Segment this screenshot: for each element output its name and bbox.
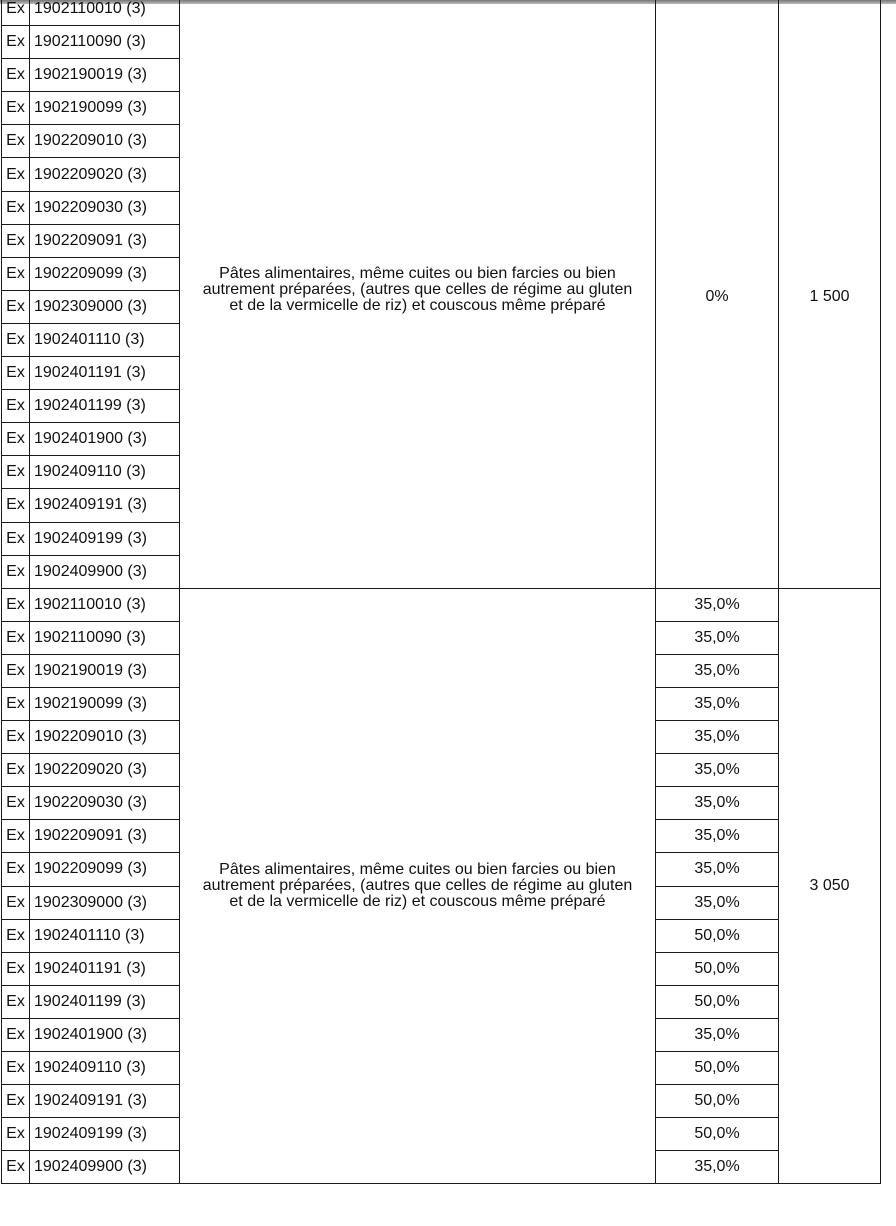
duty-rate-cell: 35,0% [656, 787, 779, 820]
duty-rate-cell: 35,0% [656, 654, 779, 687]
duty-rate-cell: 35,0% [656, 621, 779, 654]
ex-prefix-cell: Ex [2, 390, 30, 423]
duty-rate-cell: 50,0% [656, 985, 779, 1018]
tariff-code-cell: 1902190019 (3) [30, 654, 180, 687]
duty-rate-cell: 35,0% [656, 721, 779, 754]
ex-prefix-cell: Ex [2, 125, 30, 158]
ex-prefix-cell: Ex [2, 26, 30, 59]
tariff-table-body [2, 0, 881, 1184]
ex-prefix-cell: Ex [2, 985, 30, 1018]
ex-prefix-cell: Ex [2, 1085, 30, 1118]
quota-quantity-cell: 1 500 [779, 0, 881, 588]
tariff-code-cell: 1902209091 (3) [30, 224, 180, 257]
product-description-text: Pâtes alimentaires, même cuites ou bien farcies ou bien autrement préparées, (autres que celles de régime au gluten et de la vermicelle de riz) et couscous même préparé [202, 861, 633, 911]
ex-prefix-cell: Ex [2, 59, 30, 92]
ex-prefix-cell: Ex [2, 224, 30, 257]
tariff-code-cell: 1902409900 (3) [30, 1151, 180, 1184]
quota-quantity-cell: 3 050 [779, 588, 881, 1184]
tariff-code-cell: 1902209020 (3) [30, 158, 180, 191]
duty-rate-cell: 35,0% [656, 687, 779, 720]
ex-prefix-cell: Ex [2, 687, 30, 720]
tariff-code-cell: 1902209099 (3) [30, 853, 180, 886]
tariff-table [1, 0, 881, 1184]
ex-prefix-cell: Ex [2, 357, 30, 390]
product-description-text: Pâtes alimentaires, même cuites ou bien farcies ou bien autrement préparées, (autres que celles de régime au gluten et de la vermicelle de riz) et couscous même préparé [202, 265, 633, 315]
duty-rate-cell: 50,0% [656, 919, 779, 952]
tariff-code-cell: 1902209010 (3) [30, 721, 180, 754]
ex-prefix-cell: Ex [2, 1018, 30, 1051]
tariff-code-cell: 1902409191 (3) [30, 1085, 180, 1118]
ex-prefix-cell: Ex [2, 621, 30, 654]
duty-rate-cell: 35,0% [656, 1018, 779, 1051]
ex-prefix-cell: Ex [2, 1118, 30, 1151]
tariff-code-cell: 1902401191 (3) [30, 357, 180, 390]
tariff-code-cell: 1902110090 (3) [30, 26, 180, 59]
ex-prefix-cell: Ex [2, 0, 30, 26]
ex-prefix-cell: Ex [2, 257, 30, 290]
duty-rate-cell: 35,0% [656, 1151, 779, 1184]
duty-rate-cell: 35,0% [656, 886, 779, 919]
tariff-code-cell: 1902401191 (3) [30, 952, 180, 985]
duty-rate-cell: 35,0% [656, 853, 779, 886]
ex-prefix-cell: Ex [2, 952, 30, 985]
tariff-code-cell: 1902409199 (3) [30, 522, 180, 555]
ex-prefix-cell: Ex [2, 787, 30, 820]
tariff-code-cell: 1902209030 (3) [30, 787, 180, 820]
tariff-code-cell: 1902409199 (3) [30, 1118, 180, 1151]
duty-rate-cell: 35,0% [656, 820, 779, 853]
tariff-code-cell: 1902401199 (3) [30, 985, 180, 1018]
tariff-code-cell: 1902309000 (3) [30, 290, 180, 323]
tariff-code-cell: 1902190099 (3) [30, 687, 180, 720]
ex-prefix-cell: Ex [2, 853, 30, 886]
duty-rate-cell: 50,0% [656, 1118, 779, 1151]
tariff-code-cell: 1902209020 (3) [30, 754, 180, 787]
ex-prefix-cell: Ex [2, 522, 30, 555]
duty-rate-cell: 35,0% [656, 588, 779, 621]
tariff-code-cell: 1902209030 (3) [30, 191, 180, 224]
duty-rate-cell: 0% [656, 0, 779, 588]
tariff-code-cell: 1902409191 (3) [30, 489, 180, 522]
product-description-cell [180, 0, 656, 588]
ex-prefix-cell: Ex [2, 721, 30, 754]
tariff-code-cell: 1902190099 (3) [30, 92, 180, 125]
product-description-cell [180, 588, 656, 1184]
tariff-code-cell: 1902209099 (3) [30, 257, 180, 290]
tariff-code-cell: 1902401199 (3) [30, 390, 180, 423]
ex-prefix-cell: Ex [2, 654, 30, 687]
tariff-code-cell: 1902209010 (3) [30, 125, 180, 158]
tariff-code-cell: 1902110010 (3) [30, 588, 180, 621]
ex-prefix-cell: Ex [2, 1052, 30, 1085]
ex-prefix-cell: Ex [2, 919, 30, 952]
ex-prefix-cell: Ex [2, 191, 30, 224]
tariff-code-cell: 1902309000 (3) [30, 886, 180, 919]
tariff-code-cell: 1902401900 (3) [30, 1018, 180, 1051]
tariff-code-cell: 1902209091 (3) [30, 820, 180, 853]
duty-rate-cell: 50,0% [656, 1052, 779, 1085]
tariff-code-cell: 1902409900 (3) [30, 555, 180, 588]
tariff-code-cell: 1902401110 (3) [30, 919, 180, 952]
ex-prefix-cell: Ex [2, 456, 30, 489]
tariff-code-cell: 1902110010 (3) [30, 0, 180, 26]
tariff-code-cell: 1902401110 (3) [30, 323, 180, 356]
ex-prefix-cell: Ex [2, 290, 30, 323]
tariff-code-cell: 1902110090 (3) [30, 621, 180, 654]
ex-prefix-cell: Ex [2, 588, 30, 621]
ex-prefix-cell: Ex [2, 92, 30, 125]
duty-rate-cell: 35,0% [656, 754, 779, 787]
tariff-code-cell: 1902409110 (3) [30, 1052, 180, 1085]
ex-prefix-cell: Ex [2, 555, 30, 588]
duty-rate-cell: 50,0% [656, 952, 779, 985]
table-row [2, 0, 881, 26]
table-row [2, 588, 881, 621]
tariff-code-cell: 1902409110 (3) [30, 456, 180, 489]
ex-prefix-cell: Ex [2, 754, 30, 787]
ex-prefix-cell: Ex [2, 323, 30, 356]
ex-prefix-cell: Ex [2, 423, 30, 456]
tariff-code-cell: 1902401900 (3) [30, 423, 180, 456]
ex-prefix-cell: Ex [2, 820, 30, 853]
ex-prefix-cell: Ex [2, 886, 30, 919]
tariff-code-cell: 1902190019 (3) [30, 59, 180, 92]
ex-prefix-cell: Ex [2, 158, 30, 191]
ex-prefix-cell: Ex [2, 1151, 30, 1184]
ex-prefix-cell: Ex [2, 489, 30, 522]
duty-rate-cell: 50,0% [656, 1085, 779, 1118]
